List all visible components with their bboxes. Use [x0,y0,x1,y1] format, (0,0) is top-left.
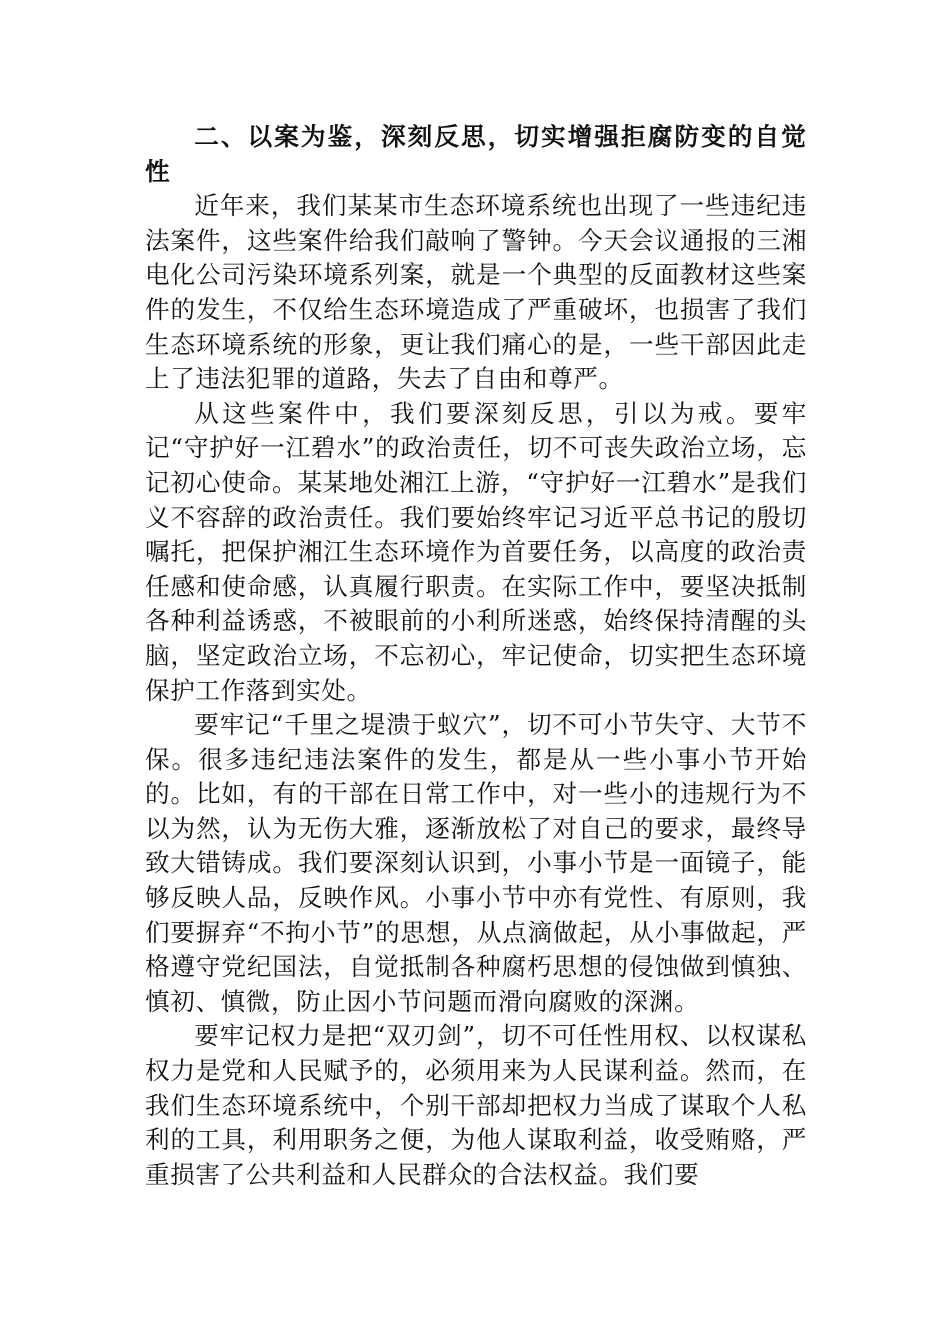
paragraph-2: 从这些案件中，我们要深刻反思，引以为戒。要牢记“守护好一江碧水”的政治责任，切不可丧失政治立场，忘记初心使命。某某地处湘江上游，“守护好一江碧水”是我们义不容辞的政治责任。我们要始终牢记习近平总书记的殷切嘱托，把保护湘江生态环境作为首要任务，以高度的政治责任感和使命感，认真履行职责。在实际工作中，要坚决抵制各种利益诱惑，不被眼前的小利所迷惑，始终保持清醒的头脑，坚定政治立场，不忘初心，牢记使命，切实把生态环境保护工作落到实处。 [145,398,807,705]
section-heading: 二、以案为鉴，深刻反思，切实增强拒腐防变的自觉性 [145,122,807,186]
document-body [145,120,807,1192]
paragraph-4: 要牢记权力是把“双刃剑”，切不可任性用权、以权谋私权力是党和人民赋予的，必须用来为人民谋利益。然而，在我们生态环境系统中，个别干部却把权力当成了谋取个人私利的工具，利用职务之便，为他人谋取利益，收受贿赂，严重损害了公共利益和人民群众的合法权益。我们要 [145,1021,807,1189]
paragraph-3: 要牢记“千里之堤溃于蚁穴”，切不可小节失守、大节不保。很多违纪违法案件的发生，都是从一些小事小节开始的。比如，有的干部在日常工作中，对一些小的违规行为不以为然，认为无伤大雅，逐渐放松了对自己的要求，最终导致大错铸成。我们要深刻认识到，小事小节是一面镜子，能够反映人品，反映作风。小事小节中亦有党性、有原则，我们要摒弃“不拘小节”的思想，从点滴做起，从小事做起，严格遵守党纪国法，自觉抵制各种腐朽思想的侵蚀做到慎独、慎初、慎微，防止因小节问题而滑向腐败的深渊。 [145,710,807,1016]
paragraph-1: 近年来，我们某某市生态环境系统也出现了一些违纪违法案件，这些案件给我们敲响了警钟。今天会议通报的三湘电化公司污染环境系列案，就是一个典型的反面教材这些案件的发生，不仅给生态环境造成了严重破坏，也损害了我们生态环境系统的形象，更让我们痛心的是，一些干部因此走上了违法犯罪的道路，失去了自由和尊严。 [145,191,807,394]
